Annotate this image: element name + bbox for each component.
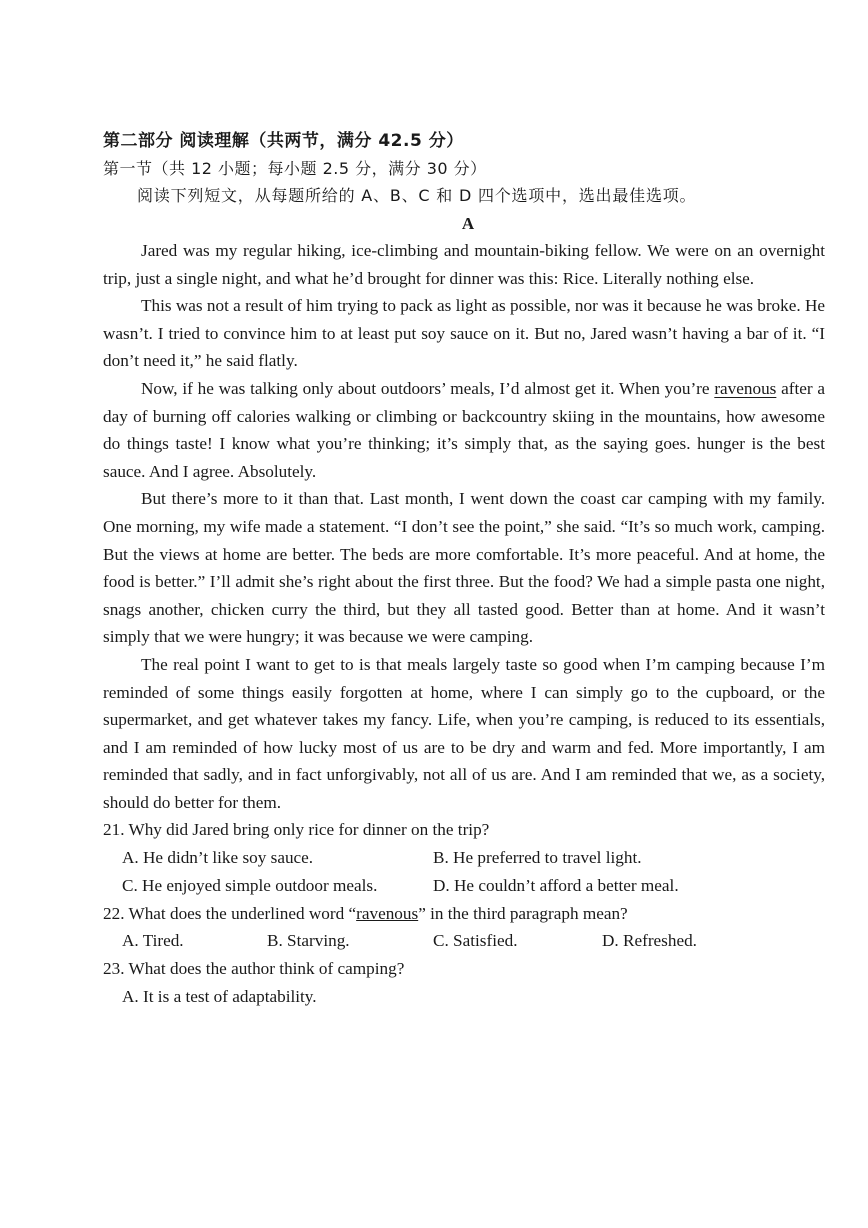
question-22-options-row xyxy=(103,927,825,955)
question-23-options-row xyxy=(103,983,825,1011)
option-21-d: D. He couldn’t afford a better meal. xyxy=(433,875,679,895)
question-22-underlined-word: ravenous xyxy=(356,903,419,923)
option-21-a: A. He didn’t like soy sauce. xyxy=(122,848,314,868)
underlined-word: ravenous xyxy=(714,378,777,398)
passage-paragraph-3 xyxy=(103,375,825,485)
question-21-options-row-1 xyxy=(103,844,825,872)
option-23-a: A. It is a test of adaptability. xyxy=(122,986,317,1006)
paragraph-3-start: Now, if he was talking only about outdoors’ meals, I’d almost get it. When you’re xyxy=(141,378,715,398)
option-22-c: C. Satisfied. xyxy=(433,931,518,951)
instructions: 阅读下列短文，从每题所给的 A、B、C 和 D 四个选项中，选出最佳选项。 xyxy=(137,186,697,205)
option-21-b: B. He preferred to travel light. xyxy=(433,848,642,868)
option-22-a: A. Tired. xyxy=(122,931,184,951)
question-22 xyxy=(103,900,825,928)
question-22-end: ” in the third paragraph mean? xyxy=(418,903,628,923)
passage-paragraph-4: But there’s more to it than that. Last month, I went down the coast car camping with my family. One morning, my wife made a statement. “I don’t see the point,” she said. “It’s so much work, camping. But the views at home are better. The beds are more comfortable. It’s more peaceful. And at home, the food is better.” I’ll admit she’s right about the first three. But the food? We had a simple pasta one night, snags another, chicken curry the third, but they all tasted good. Better than at home. And it wasn’t simply that we were hungry; it was because we were camping. xyxy=(103,489,825,647)
question-23: 23. What does the author think of camping? xyxy=(103,958,405,978)
paragraph-3-end: after a day of burning off calories walking or climbing or backcountry skiing in the mountains, how awesome do things taste! I know what you’re thinking; it’s simply that, as the saying goes. hunger is the best sauce. And I agree. Absolutely. xyxy=(103,378,825,481)
option-22-b: B. Starving. xyxy=(267,931,350,951)
passage-paragraph-5: The real point I want to get to is that meals largely taste so good when I’m camping because I’m reminded of some things easily forgotten at home, where I can simply go to the cupboard, or the supermarket, and get whatever takes my fancy. Life, when you’re camping, is reduced to its essentials, and I am reminded of how lucky most of us are to be dry and warm and fed. More importantly, I am reminded that sadly, and in fact unforgivably, not all of us are. And I am reminded that we, as a society, should do better for them. xyxy=(103,654,825,812)
option-22-d: D. Refreshed. xyxy=(602,931,697,951)
question-21-options-row-2 xyxy=(103,872,825,900)
question-22-start: 22. What does the underlined word “ xyxy=(103,903,357,923)
subsection-title: 第一节（共 12 小题；每小题 2.5 分，满分 30 分） xyxy=(103,159,487,178)
part-title: 第二部分 阅读理解（共两节，满分 42.5 分） xyxy=(103,131,464,151)
passage-paragraph-1: Jared was my regular hiking, ice-climbing and mountain-biking fellow. We were on an overnight trip, just a single night, and what he’d brought for dinner was this: Rice. Literally nothing else. xyxy=(103,241,825,288)
passage-label: A xyxy=(461,214,475,233)
passage-paragraph-2: This was not a result of him trying to pack as light as possible, nor was it because he was broke. He wasn’t. I tried to convince him to at least put soy sauce on it. But no, Jared wasn’t having a bar of it. “I don’t need it,” he said flatly. xyxy=(103,296,826,371)
question-21: 21. Why did Jared bring only rice for dinner on the trip? xyxy=(103,820,490,840)
option-21-c: C. He enjoyed simple outdoor meals. xyxy=(122,875,378,895)
reading-section xyxy=(103,128,825,1010)
